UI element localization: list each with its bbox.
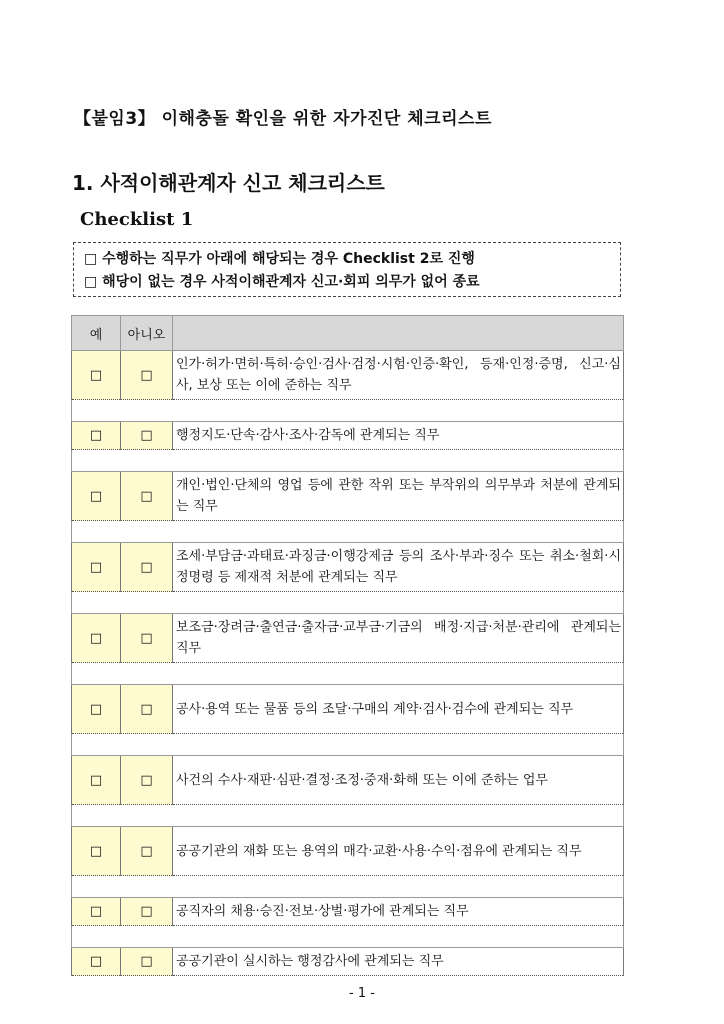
no-checkbox[interactable]: □ bbox=[121, 948, 173, 976]
item-description: 사건의 수사·재판·심판·결정·조정·중재·화해 또는 이에 준하는 업무 bbox=[173, 756, 624, 805]
checklist-label: Checklist 1 bbox=[80, 209, 194, 230]
instruction-box bbox=[73, 242, 621, 297]
checklist-table bbox=[71, 315, 624, 976]
item-description: 공사·용역 또는 물품 등의 조달·구매의 계약·검사·검수에 관계되는 직무 bbox=[173, 685, 624, 734]
no-checkbox[interactable]: □ bbox=[121, 422, 173, 450]
spacer-row bbox=[72, 400, 624, 422]
yes-checkbox[interactable]: □ bbox=[72, 351, 121, 400]
header-desc bbox=[173, 316, 624, 351]
no-checkbox[interactable]: □ bbox=[121, 351, 173, 400]
spacer-row bbox=[72, 734, 624, 756]
no-checkbox[interactable]: □ bbox=[121, 756, 173, 805]
checklist-row bbox=[72, 756, 624, 805]
item-description: 공직자의 채용·승진·전보·상벌·평가에 관계되는 직무 bbox=[173, 898, 624, 926]
checklist-row bbox=[72, 898, 624, 926]
yes-checkbox[interactable]: □ bbox=[72, 422, 121, 450]
no-checkbox[interactable]: □ bbox=[121, 827, 173, 876]
instruction-line: □ 수행하는 직무가 아래에 해당되는 경우 Checklist 2로 진행 bbox=[84, 251, 475, 267]
yes-checkbox[interactable]: □ bbox=[72, 827, 121, 876]
checklist-row bbox=[72, 614, 624, 663]
yes-checkbox[interactable]: □ bbox=[72, 948, 121, 976]
item-description: 공공기관이 실시하는 행정감사에 관계되는 직무 bbox=[173, 948, 624, 976]
yes-checkbox[interactable]: □ bbox=[72, 685, 121, 734]
checklist-row bbox=[72, 543, 624, 592]
no-checkbox[interactable]: □ bbox=[121, 685, 173, 734]
spacer-row bbox=[72, 663, 624, 685]
item-description: 행정지도·단속·감사·조사·감독에 관계되는 직무 bbox=[173, 422, 624, 450]
spacer-row bbox=[72, 450, 624, 472]
no-checkbox[interactable]: □ bbox=[121, 614, 173, 663]
spacer-row bbox=[72, 926, 624, 948]
table-header-row bbox=[72, 316, 624, 351]
item-description: 개인·법인·단체의 영업 등에 관한 작위 또는 부작위의 의무부과 처분에 관계되는 직무 bbox=[173, 472, 624, 521]
no-checkbox[interactable]: □ bbox=[121, 543, 173, 592]
item-description: 인가·허가·면허·특허·승인·검사·검정·시험·인증·확인, 등재·인정·증명, 신고·심사, 보상 또는 이에 준하는 직무 bbox=[173, 351, 624, 400]
checklist-row bbox=[72, 472, 624, 521]
instruction-line: □ 해당이 없는 경우 사적이해관계자 신고·회피 의무가 없어 종료 bbox=[84, 274, 480, 290]
page-number: - 1 - bbox=[349, 986, 375, 1001]
checklist-row bbox=[72, 948, 624, 976]
header-yes: 예 bbox=[72, 316, 121, 351]
annex-title: 【붙임3】 이해충돌 확인을 위한 자가진단 체크리스트 bbox=[74, 109, 492, 129]
item-description: 공공기관의 재화 또는 용역의 매각·교환·사용·수익·점유에 관계되는 직무 bbox=[173, 827, 624, 876]
header-no: 아니오 bbox=[121, 316, 173, 351]
no-checkbox[interactable]: □ bbox=[121, 472, 173, 521]
checklist-row bbox=[72, 351, 624, 400]
yes-checkbox[interactable]: □ bbox=[72, 614, 121, 663]
no-checkbox[interactable]: □ bbox=[121, 898, 173, 926]
spacer-row bbox=[72, 876, 624, 898]
yes-checkbox[interactable]: □ bbox=[72, 472, 121, 521]
checklist-row bbox=[72, 685, 624, 734]
spacer-row bbox=[72, 805, 624, 827]
spacer-row bbox=[72, 592, 624, 614]
section-title: 1. 사적이해관계자 신고 체크리스트 bbox=[72, 171, 385, 195]
yes-checkbox[interactable]: □ bbox=[72, 543, 121, 592]
item-description: 조세·부담금·과태료·과징금·이행강제금 등의 조사·부과·징수 또는 취소·철회·시정명령 등 제재적 처분에 관계되는 직무 bbox=[173, 543, 624, 592]
spacer-row bbox=[72, 521, 624, 543]
checklist-row bbox=[72, 827, 624, 876]
yes-checkbox[interactable]: □ bbox=[72, 756, 121, 805]
item-description: 보조금·장려금·출연금·출자금·교부금·기금의 배정·지급·처분·관리에 관계되는 직무 bbox=[173, 614, 624, 663]
checklist-row bbox=[72, 422, 624, 450]
yes-checkbox[interactable]: □ bbox=[72, 898, 121, 926]
